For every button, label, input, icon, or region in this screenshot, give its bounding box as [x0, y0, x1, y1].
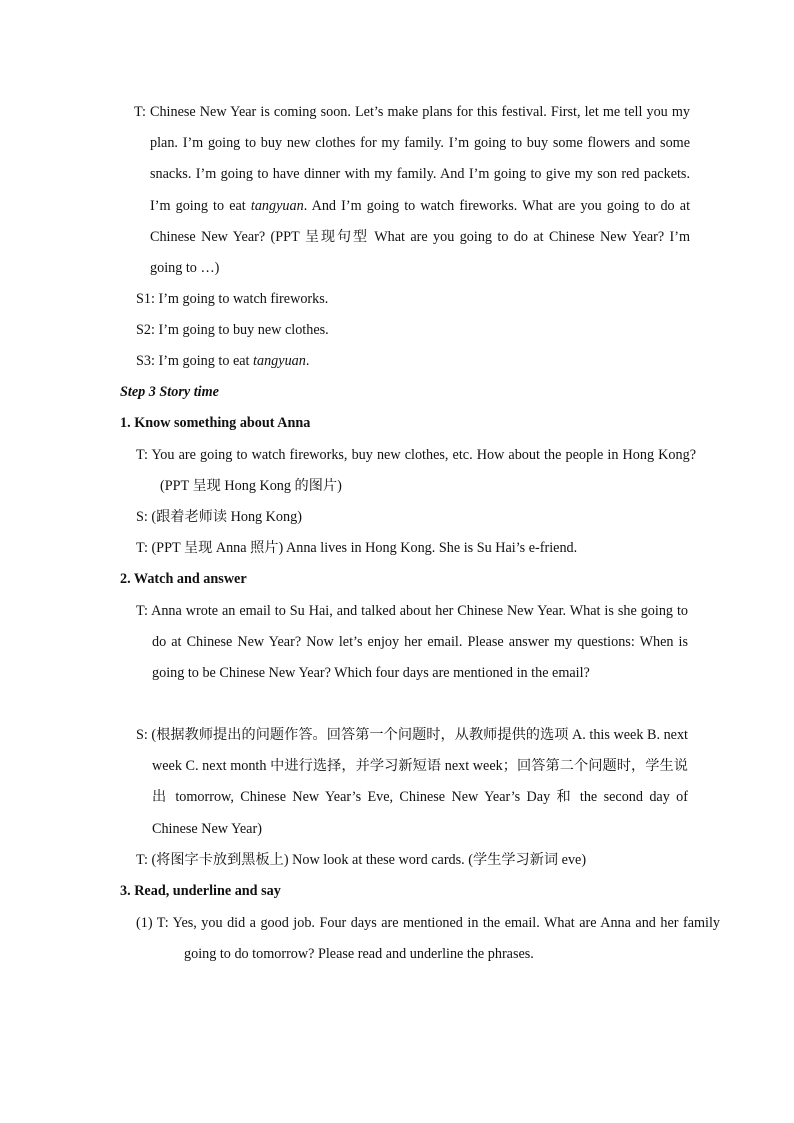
student-1-text: I’m going to watch fireworks. [154, 291, 329, 307]
teacher-intro-paragraph [134, 97, 690, 284]
section-3-item-1-text: Yes, you did a good job. Four days are mentioned in the email. What are Anna and her family going to do tomorrow? Please read and underline the phrases. [168, 915, 721, 963]
section-1-title: 1. Know something about Anna [120, 415, 311, 431]
intro-text-part-1: Chinese New Year is coming soon. Let’s make plans for this festival. First, let me tell you my plan. I’m going to buy new clothes for my family. I’m going to buy some flowers and some snacks. I’m going to have dinner with my family. And I’m going to give my son red packets. I’m going to eat [145, 104, 690, 214]
intro-italic-word: tangyuan [250, 197, 304, 214]
step-3-heading [120, 377, 520, 408]
speaker-label: S3: [136, 353, 155, 369]
student-2-line [136, 315, 666, 346]
speaker-label: T: [136, 540, 148, 556]
section-2-teacher-text-2: (将图字卡放到黑板上) Now look at these word cards. (学生学习新词 eve) [147, 852, 587, 868]
speaker-label: T: [156, 915, 169, 931]
section-2-teacher-line-2 [136, 845, 672, 876]
section-1-teacher-line-2 [136, 533, 672, 564]
speaker-label: S1: [136, 291, 155, 307]
intro-text-part-2: . And I’m going to watch fireworks. What are you going to do at Chinese New Year? (PPT 呈现句型 What are you going to do at Chinese New Year? I’m going to …) [150, 197, 691, 277]
section-1-teacher-text-2: (PPT 呈现 Anna 照片) Anna lives in Hong Kong. She is Su Hai’s e-friend. [147, 540, 578, 556]
speaker-label: T: [136, 603, 148, 619]
student-3-italic-word: tangyuan [253, 353, 306, 369]
student-3-text: I’m going to eat [154, 353, 254, 369]
section-2-teacher-line-1 [136, 596, 688, 690]
section-2-title: 2. Watch and answer [120, 571, 247, 587]
section-2-teacher-text-1: Anna wrote an email to Su Hai, and talked about her Chinese New Year. What is she going to do at Chinese New Year? Now let’s enjoy her email. Please answer my questions: When is going to be Chinese New Year? Which four days are mentioned in the email? [147, 603, 688, 682]
speaker-label: S2: [136, 322, 155, 338]
section-2-student-text: (根据教师提出的问题作答。回答第一个问题时，从教师提供的选项 A. this week B. next week C. next month 中进行选择，并学习新短语 next week；回答第二个问题时，学生说出 tomorrow, Chinese New Year’s Eve, Chinese New Year’s Day 和 the second day of Chinese New Year) [147, 727, 688, 837]
student-3-line [136, 346, 666, 377]
student-3-end: . [305, 353, 310, 369]
student-2-text: I’m going to buy new clothes. [154, 322, 329, 338]
section-3-title: 3. Read, underline and say [120, 883, 281, 899]
section-1-heading [120, 408, 520, 439]
speaker-label: T: [136, 447, 148, 463]
speaker-label: S: [136, 509, 148, 525]
section-2-heading [120, 564, 520, 595]
speaker-label: S: [136, 727, 148, 743]
section-1-student-line [136, 502, 666, 533]
section-2-student-line [136, 720, 688, 845]
student-1-line [136, 284, 666, 315]
section-1-teacher-text-1: You are going to watch fireworks, buy new clothes, etc. How about the people in Hong Kong? (PPT 呈现 Hong Kong 的图片) [147, 447, 696, 495]
section-1-student-text: (跟着老师读 Hong Kong) [147, 509, 302, 525]
step-3-title: Step 3 Story time [120, 384, 219, 400]
section-3-heading [120, 876, 520, 907]
item-number: (1) [136, 915, 153, 931]
speaker-label: T: [134, 104, 146, 120]
section-3-item-1 [136, 908, 720, 970]
section-1-teacher-line-1 [136, 440, 696, 502]
speaker-label: T: [136, 852, 148, 868]
